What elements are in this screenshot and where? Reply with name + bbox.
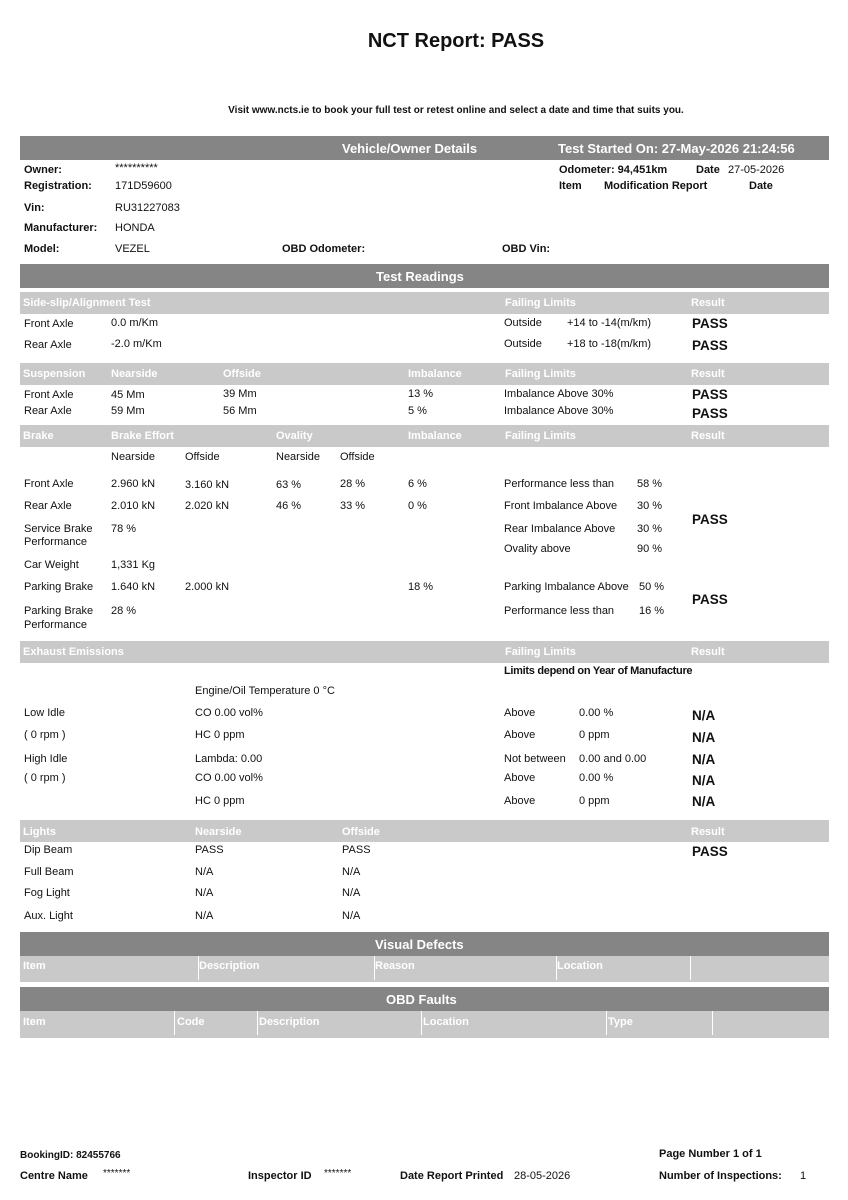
light-row-label: Aux. Light <box>24 910 73 922</box>
suspension-front-imb: 13 % <box>408 388 434 400</box>
visual-defects-col-item: Item <box>23 960 46 972</box>
parking-brake-label: Parking Brake <box>24 581 94 593</box>
lights-result-header: Result <box>691 826 725 838</box>
brake-failing-limits: Failing Limits <box>505 430 576 442</box>
emission-limit: 0.00 and 0.00 <box>579 753 647 765</box>
odometer: Odometer: 94,451km <box>559 164 668 176</box>
service-brake-label-1: Service Brake <box>24 523 93 535</box>
brake-limit-text: Parking Imbalance Above <box>504 581 629 593</box>
high-idle-rpm: ( 0 rpm ) <box>24 772 66 784</box>
brake-ovality-header: Ovality <box>276 430 313 442</box>
obd-col-description: Description <box>259 1016 320 1028</box>
obd-faults-title: OBD Faults <box>386 992 457 1007</box>
service-brake-value: 78 % <box>111 523 137 535</box>
suspension-front-near: 45 Mm <box>111 389 145 401</box>
obd-odometer-label: OBD Odometer: <box>282 243 366 255</box>
date-label: Date <box>696 164 720 176</box>
visual-defects-columns <box>20 956 829 982</box>
inspections-label: Number of Inspections: <box>659 1170 782 1182</box>
brake-rear-ov-near: 46 % <box>276 500 302 512</box>
sideslip-front-cond: Outside <box>504 317 542 329</box>
brake-header-bar <box>20 425 829 447</box>
page-number: Page Number 1 of 1 <box>659 1148 762 1160</box>
suspension-rear-label: Rear Axle <box>24 405 72 417</box>
brake-limit-text: Ovality above <box>504 543 571 555</box>
inspector-id-label: Inspector ID <box>248 1170 312 1182</box>
sideslip-header: Side-slip/Alignment Test <box>23 297 151 309</box>
emissions-header: Exhaust Emissions <box>23 646 124 658</box>
inspections-value: 1 <box>800 1170 807 1182</box>
light-row-off: N/A <box>342 887 361 899</box>
emissions-failing-limits: Failing Limits <box>505 646 576 658</box>
brake-result-header: Result <box>691 430 725 442</box>
manufacturer-label: Manufacturer: <box>24 222 98 234</box>
emission-cond: Above <box>504 772 536 784</box>
brake-rear-label: Rear Axle <box>24 500 72 512</box>
suspension-front-result: PASS <box>692 387 728 402</box>
brake-limit-value: 16 % <box>639 605 665 617</box>
sideslip-failing-limits: Failing Limits <box>505 297 576 309</box>
emission-result: N/A <box>692 752 716 767</box>
light-row-near: PASS <box>195 844 224 856</box>
light-row-near: N/A <box>195 887 214 899</box>
sideslip-rear-label: Rear Axle <box>24 339 72 351</box>
model-value: VEZEL <box>115 243 150 255</box>
emission-reading: HC 0 ppm <box>195 795 245 807</box>
low-idle-label: Low Idle <box>24 707 65 719</box>
suspension-imbalance-header: Imbalance <box>408 368 462 380</box>
brake-effort-header: Brake Effort <box>111 430 174 442</box>
column-cell <box>20 956 199 980</box>
emissions-note: Limits depend on Year of Manufacture <box>504 665 693 677</box>
brake-header: Brake <box>23 430 54 442</box>
registration-value: 171D59600 <box>115 180 172 192</box>
registration-label: Registration: <box>24 180 92 192</box>
low-idle-rpm: ( 0 rpm ) <box>24 729 66 741</box>
light-row-near: N/A <box>195 866 214 878</box>
emission-limit: 0 ppm <box>579 795 610 807</box>
light-row-off: N/A <box>342 910 361 922</box>
vehicle-details-title: Vehicle/Owner Details <box>342 141 478 156</box>
vin-label: Vin: <box>24 202 45 214</box>
emissions-header-bar <box>20 641 829 663</box>
sideslip-header-bar <box>20 292 829 314</box>
test-started: Test Started On: 27-May-2026 21:24:56 <box>558 141 795 156</box>
brake-rear-ov-off: 33 % <box>340 500 366 512</box>
brake-limit-text: Performance less than <box>504 478 615 490</box>
visual-defects-bar <box>20 932 829 956</box>
date-printed-value: 28-05-2026 <box>514 1170 571 1182</box>
suspension-rear-off: 56 Mm <box>223 405 257 417</box>
brake-sub-nearside-1: Nearside <box>111 451 156 463</box>
lights-result: PASS <box>692 844 728 859</box>
obd-vin-label: OBD Vin: <box>502 243 551 255</box>
centre-name-value: ******* <box>103 1168 131 1179</box>
emission-limit: 0 ppm <box>579 729 610 741</box>
centre-name-label: Centre Name <box>20 1170 88 1182</box>
brake-limit-value: 30 % <box>637 523 663 535</box>
model-label: Model: <box>24 243 60 255</box>
engine-temperature: Engine/Oil Temperature 0 °C <box>195 685 335 697</box>
suspension-failing-limits: Failing Limits <box>505 368 576 380</box>
brake-sub-offside-2: Offside <box>340 451 375 463</box>
brake-front-label: Front Axle <box>24 478 74 490</box>
obd-col-item: Item <box>23 1016 46 1028</box>
visual-defects-col-description: Description <box>199 960 260 972</box>
parking-brake-near: 1.640 kN <box>111 581 156 593</box>
brake-limit-value: 90 % <box>637 543 663 555</box>
brake-sub-offside-1: Offside <box>185 451 220 463</box>
inspector-id-value: ******* <box>324 1168 352 1179</box>
test-readings-bar <box>20 264 829 288</box>
brake-limit-text: Rear Imbalance Above <box>504 523 616 535</box>
brake-limit-value: 58 % <box>637 478 663 490</box>
emission-cond: Above <box>504 729 536 741</box>
visual-defects-title: Visual Defects <box>375 937 464 952</box>
car-weight-value: 1,331 Kg <box>111 559 156 571</box>
brake-front-ov-off: 28 % <box>340 478 366 490</box>
suspension-result-header: Result <box>691 368 725 380</box>
owner-value: ********** <box>115 162 158 174</box>
brake-rear-imb: 0 % <box>408 500 427 512</box>
modification-date-label: Date <box>749 180 773 192</box>
sideslip-rear-cond: Outside <box>504 338 542 350</box>
emission-result: N/A <box>692 773 716 788</box>
sideslip-front-label: Front Axle <box>24 318 74 330</box>
emission-reading: CO 0.00 vol% <box>195 772 263 784</box>
emission-reading: HC 0 ppm <box>195 729 245 741</box>
lights-header: Lights <box>23 826 56 838</box>
emission-cond: Not between <box>504 753 566 765</box>
brake-service-result: PASS <box>692 512 728 527</box>
emission-cond: Above <box>504 795 536 807</box>
emission-result: N/A <box>692 794 716 809</box>
sideslip-front-value: 0.0 m/Km <box>111 317 159 329</box>
visual-defects-col-location: Location <box>557 960 603 972</box>
emission-reading: CO 0.00 vol% <box>195 707 263 719</box>
obd-col-code: Code <box>177 1016 205 1028</box>
brake-rear-off: 2.020 kN <box>185 500 230 512</box>
obd-faults-columns <box>20 1011 829 1038</box>
item-label: Item <box>559 180 582 192</box>
date-value: 27-05-2026 <box>728 164 785 176</box>
parking-perf-label-2: Performance <box>24 619 87 631</box>
brake-limit-text: Performance less than <box>504 605 615 617</box>
parking-perf-label-1: Parking Brake <box>24 605 94 617</box>
emission-result: N/A <box>692 730 716 745</box>
sideslip-rear-value: -2.0 m/Km <box>111 338 162 350</box>
emission-limit: 0.00 % <box>579 772 614 784</box>
suspension-header: Suspension <box>23 368 86 380</box>
brake-front-ov-near: 63 % <box>276 479 302 491</box>
date-printed-label: Date Report Printed <box>400 1170 504 1182</box>
obd-col-location: Location <box>423 1016 469 1028</box>
sideslip-result-header: Result <box>691 297 725 309</box>
high-idle-label: High Idle <box>24 753 68 765</box>
brake-front-imb: 6 % <box>408 478 427 490</box>
booking-id: BookingID: 82455766 <box>20 1150 121 1161</box>
brake-front-near: 2.960 kN <box>111 478 156 490</box>
brake-front-off: 3.160 kN <box>185 479 230 491</box>
emission-result: N/A <box>692 708 716 723</box>
obd-faults-bar <box>20 987 829 1011</box>
lights-header-bar <box>20 820 829 842</box>
suspension-front-limit: Imbalance Above 30% <box>504 388 614 400</box>
brake-sub-nearside-2: Nearside <box>276 451 321 463</box>
light-row-near: N/A <box>195 910 214 922</box>
suspension-rear-imb: 5 % <box>408 405 427 417</box>
emissions-result-header: Result <box>691 646 725 658</box>
parking-brake-imb: 18 % <box>408 581 434 593</box>
brake-limit-text: Front Imbalance Above <box>504 500 618 512</box>
suspension-rear-near: 59 Mm <box>111 405 145 417</box>
parking-brake-off: 2.000 kN <box>185 581 230 593</box>
suspension-header-bar <box>20 363 829 385</box>
suspension-front-off: 39 Mm <box>223 388 257 400</box>
owner-label: Owner: <box>24 164 62 176</box>
test-readings-title: Test Readings <box>376 269 464 284</box>
sideslip-rear-limit: +18 to -18(m/km) <box>567 338 652 350</box>
service-brake-label-2: Performance <box>24 536 87 548</box>
brake-limit-value: 50 % <box>639 581 665 593</box>
sideslip-front-limit: +14 to -14(m/km) <box>567 317 652 329</box>
visit-notice: Visit www.ncts.ie to book your full test or retest online and select a date and time that suits you. <box>228 105 684 116</box>
lights-nearside-header: Nearside <box>195 826 242 838</box>
obd-col-type: Type <box>608 1016 633 1028</box>
visual-defects-col-reason: Reason <box>375 960 415 972</box>
light-row-label: Full Beam <box>24 866 74 878</box>
vehicle-details-bar <box>20 136 829 160</box>
lights-offside-header: Offside <box>342 826 380 838</box>
brake-limit-value: 30 % <box>637 500 663 512</box>
car-weight-label: Car Weight <box>24 559 79 571</box>
vin-value: RU31227083 <box>115 202 180 214</box>
suspension-nearside-header: Nearside <box>111 368 158 380</box>
suspension-rear-result: PASS <box>692 406 728 421</box>
emission-reading: Lambda: 0.00 <box>195 753 263 765</box>
sideslip-front-result: PASS <box>692 316 728 331</box>
brake-rear-near: 2.010 kN <box>111 500 156 512</box>
report-title: NCT Report: PASS <box>367 30 545 52</box>
parking-perf-value: 28 % <box>111 605 137 617</box>
emission-limit: 0.00 % <box>579 707 614 719</box>
light-row-off: N/A <box>342 866 361 878</box>
light-row-off: PASS <box>342 844 371 856</box>
suspension-offside-header: Offside <box>223 368 261 380</box>
emission-cond: Above <box>504 707 536 719</box>
brake-parking-result: PASS <box>692 592 728 607</box>
suspension-rear-limit: Imbalance Above 30% <box>504 405 614 417</box>
brake-imbalance-header: Imbalance <box>408 430 462 442</box>
suspension-front-label: Front Axle <box>24 389 74 401</box>
manufacturer-value: HONDA <box>115 222 155 234</box>
modification-report-label: Modification Report <box>604 180 708 192</box>
sideslip-rear-result: PASS <box>692 338 728 353</box>
light-row-label: Fog Light <box>24 887 70 899</box>
light-row-label: Dip Beam <box>24 844 73 856</box>
